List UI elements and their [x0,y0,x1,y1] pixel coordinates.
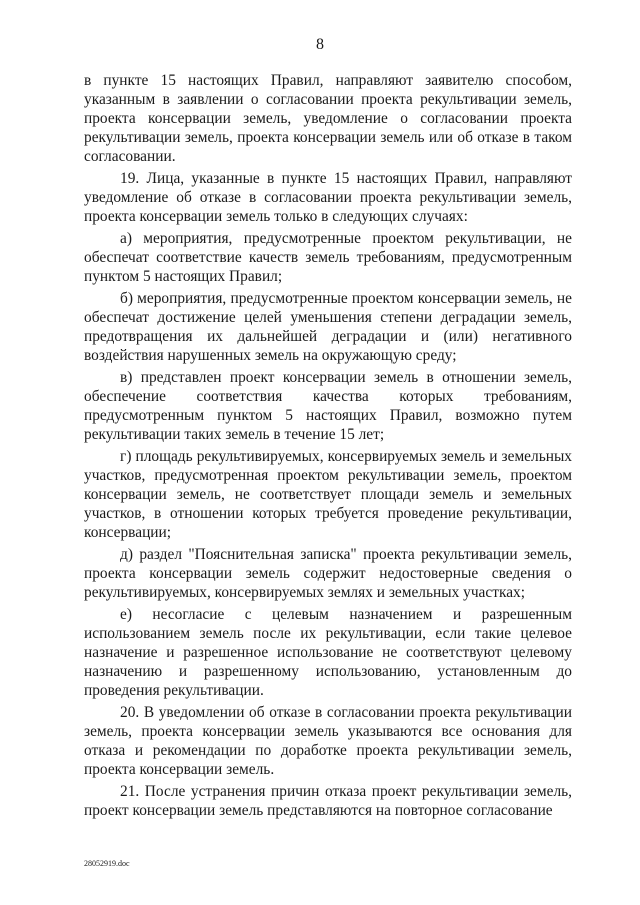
paragraph-19v: в) представлен проект консервации земель в отношении земель, обеспечение соответствия качества которых требованиям, предусмотренным пунктом 5 настоящих Правил, возможно путем рекультивации таких земель в течение 15 лет; [84,369,572,443]
paragraph-19b: б) мероприятия, предусмотренные проектом консервации земель, не обеспечат достижение целей уменьшения степени деградации земель, предотвращения их дальнейшей деградации и (или) негативного воздействия нарушенных земель на окружающую среду; [84,290,572,364]
document-body [84,71,572,823]
paragraph-19g: г) площадь рекультивируемых, консервируемых земель и земельных участков, предусмотренная проектом рекультивации земель, проектом консервации земель, не соответствует площади земель и земельных участков, в отношении которых требуется проведение рекультивации, консервации; [84,448,572,541]
page-number: 8 [316,36,324,53]
paragraph-21: 21. После устранения причин отказа проект рекультивации земель, проект консервации земель представляются на повторное согласование [84,783,572,819]
footer-filename: 28052919.doc [84,859,130,868]
paragraph-19: 19. Лица, указанные в пункте 15 настоящих Правил, направляют уведомление об отказе в согласовании проекта рекультивации земель, проекта консервации земель только в следующих случаях: [84,170,572,225]
paragraph-19d: д) раздел "Пояснительная записка" проекта рекультивации земель, проекта консервации земель содержит недостоверные сведения о рекультивируемых, консервируемых землях и земельных участках; [84,546,572,601]
paragraph-20: 20. В уведомлении об отказе в согласовании проекта рекультивации земель, проекта консервации земель указываются все основания для отказа и рекомендации по доработке проекта рекультивации земель, проекта консервации земель. [84,704,572,778]
paragraph-19e: е) несогласие с целевым назначением и разрешенным использованием земель после их рекультивации, если такие целевое назначение и разрешенное использование не соответствуют целевому назначению и разрешенному использованию, установленным до проведения рекультивации. [84,606,572,699]
paragraph-19a: а) мероприятия, предусмотренные проектом рекультивации, не обеспечат соответствие качеств земель требованиям, предусмотренным пунктом 5 настоящих Правил; [84,230,572,285]
paragraph-continuation: в пункте 15 настоящих Правил, направляют заявителю способом, указанным в заявлении о согласовании проекта рекультивации земель, проекта консервации земель, уведомление о согласовании проекта рекультивации земель, проекта консервации земель или об отказе в таком согласовании. [84,72,572,165]
